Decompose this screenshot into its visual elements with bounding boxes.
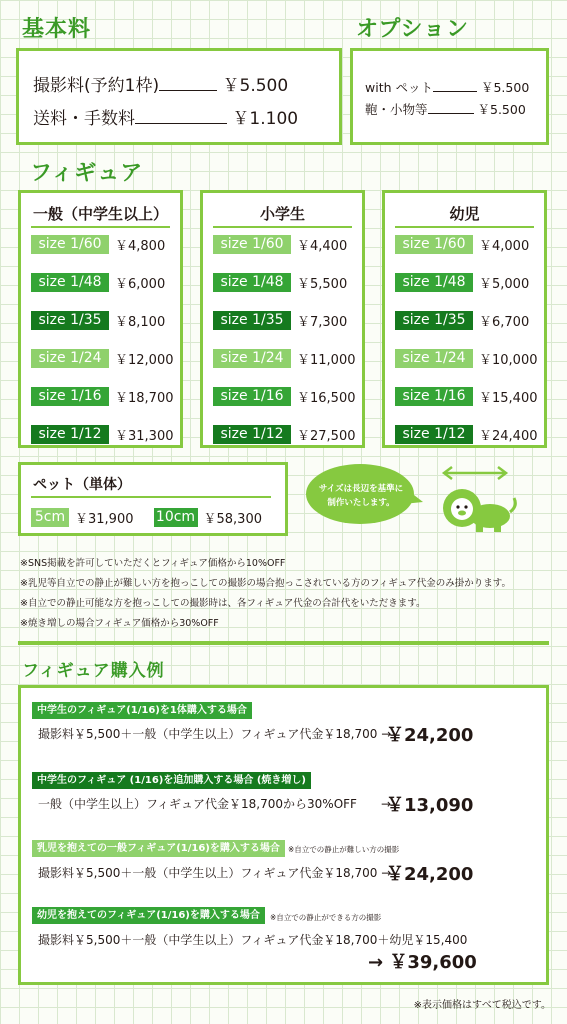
size-tag: size 1/24 (395, 349, 473, 368)
basic-row-price: ￥1.100 (232, 109, 299, 129)
price-row (31, 425, 174, 444)
price-value: ￥4,400 (297, 239, 348, 254)
example-total: ￥24,200 (386, 864, 474, 885)
price-value: ￥6,000 (115, 277, 166, 292)
price-value: ￥27,500 (297, 429, 356, 444)
size-tag: size 1/16 (31, 387, 109, 406)
speech-bubble (305, 482, 417, 510)
example-formula: 撮影料￥5,500＋一般（中学生以上）フィギュア代金￥18,700＋幼児￥15,400 (38, 933, 468, 947)
price-value: ￥4,800 (115, 239, 166, 254)
size-tag: size 1/48 (213, 273, 291, 292)
footer-tax-note: ※表示価格はすべて税込です。 (413, 1000, 551, 1011)
price-value: ￥7,300 (297, 315, 348, 330)
example-formula: 撮影料￥5,500＋一般（中学生以上）フィギュア代金￥18,700 → (38, 866, 392, 880)
example-tag: 乳児を抱えての一般フィギュア(1/16)を購入する場合 (32, 840, 285, 857)
price-value: ￥16,500 (297, 391, 356, 406)
double-arrow-icon (440, 464, 510, 482)
note-line: ※焼き増しの場合フィギュア価格から30%OFF (20, 618, 219, 629)
basic-row-price: ￥5.500 (222, 76, 289, 96)
pet-price-value: ￥58,300 (203, 512, 262, 527)
size-tag: size 1/35 (213, 311, 291, 330)
price-row (395, 425, 538, 444)
example-formula: 撮影料￥5,500＋一般（中学生以上）フィギュア代金￥18,700 → (38, 727, 392, 741)
example-total: → ￥39,600 (368, 952, 477, 973)
price-row (31, 273, 165, 292)
basic-row-label: 撮影料(予約1枠) (33, 76, 160, 96)
figure-heading: フィギュア (30, 161, 144, 186)
price-row (213, 349, 356, 368)
price-row (395, 349, 538, 368)
price-row (213, 235, 347, 254)
lion-mascot-icon (440, 484, 520, 536)
example-tag: 中学生のフィギュア (1/16)を追加購入する場合 (焼き増し) (32, 772, 311, 789)
example-note: ※自立での静止ができる方の撮影 (270, 913, 382, 922)
figure-column-elementary (200, 190, 365, 448)
basic-heading: 基本料 (22, 17, 92, 42)
price-value: ￥5,500 (297, 277, 348, 292)
size-tag: size 1/48 (395, 273, 473, 292)
note-line: ※SNS掲載を許可していただくとフィギュア価格から10%OFF (20, 558, 286, 569)
size-tag: size 1/16 (213, 387, 291, 406)
price-value: ￥18,700 (115, 391, 174, 406)
price-row (395, 273, 529, 292)
option-row-pet (365, 78, 529, 96)
title-underline (213, 226, 352, 228)
pet-box (18, 462, 288, 536)
pet-size-tag: 10cm (154, 508, 198, 527)
option-row-bag (365, 100, 526, 118)
basic-row-shipping (33, 104, 298, 129)
figure-column-title: 一般（中学生以上） (33, 205, 169, 223)
size-tag: size 1/60 (213, 235, 291, 254)
option-row-label: 鞄・小物等 (365, 102, 428, 117)
price-row (31, 311, 165, 330)
note-line: ※乳児等自立での静止が難しい方を抱っこしての撮影の場合抱っこされている方のフィギュア代金のみ掛かります。 (20, 578, 511, 589)
option-row-label: with ペット (365, 80, 433, 95)
basic-row-label: 送料・手数料 (33, 109, 135, 129)
price-row (31, 387, 174, 406)
pet-title-underline (31, 496, 271, 498)
option-box (350, 48, 549, 145)
bubble-line: サイズは長辺を基準に (318, 484, 404, 494)
basic-row-shooting (33, 71, 288, 96)
price-row (395, 235, 529, 254)
example-formula: 一般（中学生以上）フィギュア代金￥18,700から30%OFF → (38, 797, 392, 811)
example-tag: 幼児を抱えてのフィギュア(1/16)を購入する場合 (32, 907, 265, 924)
price-value: ￥10,000 (479, 353, 538, 368)
figure-column-title: 幼児 (449, 205, 480, 223)
price-value: ￥24,400 (479, 429, 538, 444)
basic-box (16, 48, 342, 145)
pet-price-value: ￥31,900 (75, 512, 134, 527)
size-tag: size 1/12 (395, 425, 473, 444)
price-value: ￥11,000 (297, 353, 356, 368)
price-row (213, 387, 356, 406)
price-row (213, 425, 356, 444)
price-row (395, 311, 529, 330)
price-value: ￥31,300 (115, 429, 174, 444)
price-row (213, 273, 347, 292)
figure-column-title: 小学生 (259, 205, 305, 223)
example-tag: 中学生のフィギュア(1/16)を1体購入する場合 (32, 702, 252, 719)
price-row (31, 349, 174, 368)
pet-title: ペット（単体） (33, 477, 131, 493)
price-value: ￥12,000 (115, 353, 174, 368)
figure-column-general (18, 190, 183, 448)
pet-price-row (31, 508, 262, 527)
price-row (395, 387, 538, 406)
option-row-price: ￥5.500 (477, 102, 526, 117)
example-note: ※自立での静止が難しい方の撮影 (288, 845, 400, 854)
price-value: ￥6,700 (479, 315, 530, 330)
price-row (213, 311, 347, 330)
examples-heading: フィギュア購入例 (22, 661, 165, 681)
example-total: ￥13,090 (386, 795, 474, 816)
price-value: ￥5,000 (479, 277, 530, 292)
size-tag: size 1/12 (31, 425, 109, 444)
price-value: ￥15,400 (479, 391, 538, 406)
size-tag: size 1/24 (31, 349, 109, 368)
size-tag: size 1/48 (31, 273, 109, 292)
section-divider (18, 641, 549, 645)
size-tag: size 1/35 (395, 311, 473, 330)
title-underline (395, 226, 534, 228)
size-tag: size 1/60 (31, 235, 109, 254)
option-row-price: ￥5.500 (480, 80, 530, 95)
price-value: ￥8,100 (115, 315, 166, 330)
example-total: ￥24,200 (386, 725, 474, 746)
size-tag: size 1/35 (31, 311, 109, 330)
title-underline (31, 226, 170, 228)
size-tag: size 1/12 (213, 425, 291, 444)
note-line: ※自立での静止可能な方を抱っこしての撮影時は、各フィギュア代金の合計代をいただきます。 (20, 598, 426, 609)
option-heading: オプション (356, 17, 470, 42)
size-tag: size 1/16 (395, 387, 473, 406)
size-tag: size 1/60 (395, 235, 473, 254)
figure-column-infant (382, 190, 547, 448)
price-value: ￥4,000 (479, 239, 530, 254)
price-row (31, 235, 165, 254)
size-tag: size 1/24 (213, 349, 291, 368)
bubble-line: 制作いたします。 (327, 498, 395, 508)
pet-size-tag: 5cm (31, 508, 69, 527)
